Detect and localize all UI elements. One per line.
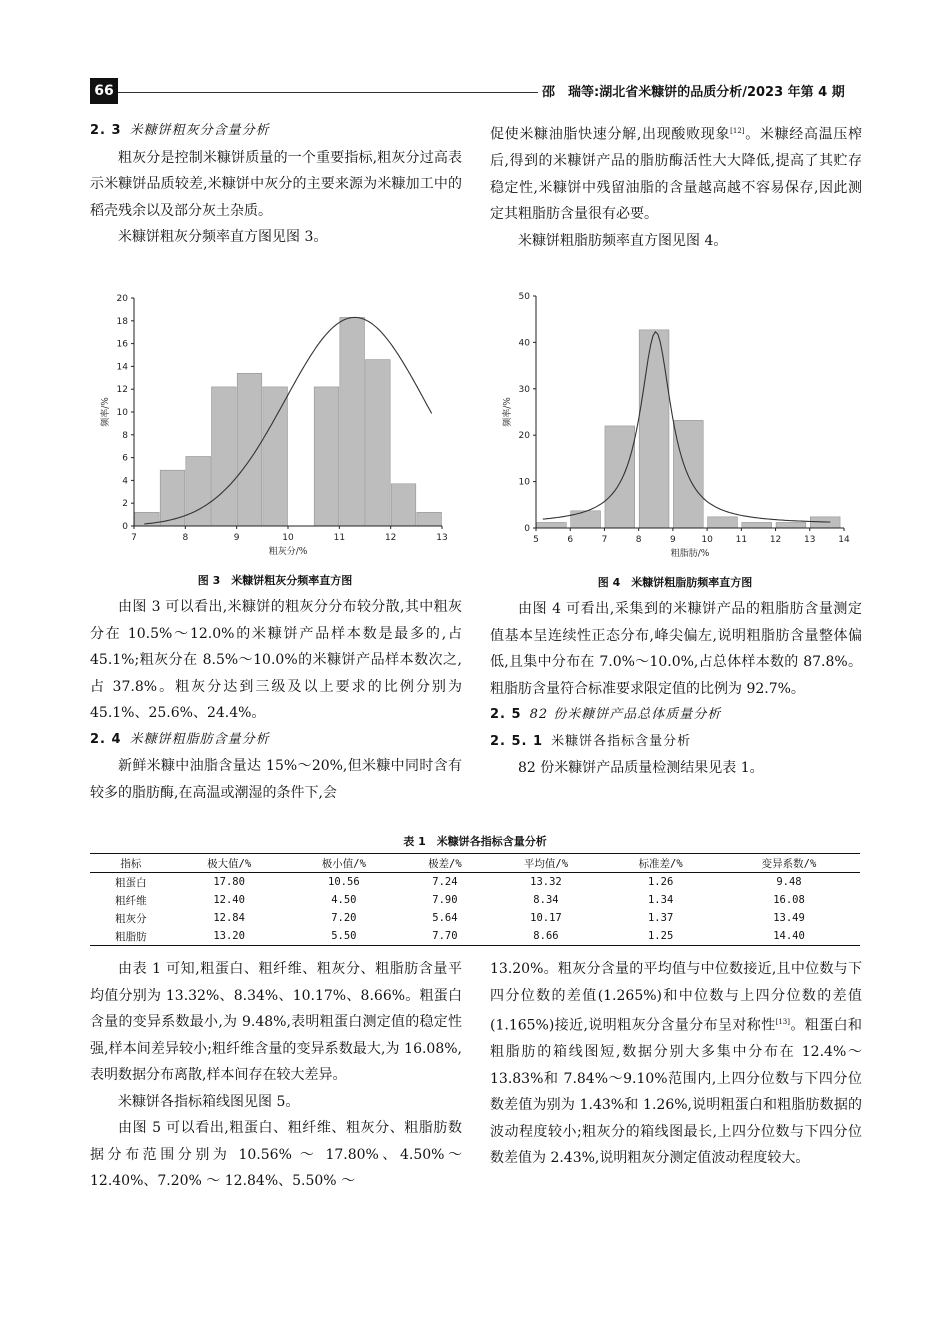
histogram-bar <box>314 387 339 526</box>
right-column-top <box>490 118 862 254</box>
histogram-bar <box>340 317 365 526</box>
table-row <box>90 909 860 927</box>
histogram-bar <box>605 426 635 528</box>
x-tick-label: 13 <box>436 533 448 543</box>
column-header: 标准差/% <box>638 857 683 870</box>
column-header: 极小值/% <box>321 857 366 870</box>
section-2-3-heading <box>90 118 462 145</box>
y-axis-label: 频率/% <box>503 397 513 427</box>
table-cell: 13.20 <box>213 930 245 942</box>
table-cell: 4.50 <box>331 894 357 906</box>
histogram-bar <box>391 484 416 526</box>
x-tick-label: 5 <box>533 535 539 545</box>
x-tick-label: 10 <box>282 533 294 543</box>
table-cell: 粗纤维 <box>115 894 147 907</box>
paragraph: 米糠饼各指标箱线图见图 5。 <box>118 1093 300 1110</box>
section-number: 2. 3 <box>90 123 122 138</box>
column-header: 极差/% <box>428 857 462 870</box>
table-cell: 12.84 <box>213 912 245 924</box>
x-tick-label: 7 <box>131 533 137 543</box>
x-tick-label: 12 <box>769 535 782 545</box>
table-cell: 粗蛋白 <box>115 876 147 889</box>
column-header: 极大值/% <box>207 857 252 870</box>
section-2-5-heading <box>490 702 862 729</box>
paragraph: 由图 5 可以看出,粗蛋白、粗纤维、粗灰分、粗脂肪数据分布范围分别为 10.56% ～ 17.80%、4.50%～ 12.40%、7.20% ～ 12.84%、5.50% ～ <box>90 1120 462 1189</box>
paragraph: 13.20%。粗灰分含量的平均值与中位数接近,且中位数与下四分位数的差值(1.265%)和中位数与上四分位数的差值(1.165%)接近,说明粗灰分含量分布呈对称性[13]。粗蛋白和粗脂肪的箱线图短,数据分别大多集中分布在 12.4%～13.83%和 7.84%～9.10%范围内,上四分位数与下四分位数差值为别为 1.43%和 1.26%,说明粗蛋白和粗脂肪数据的波动程度较小;粗灰分的箱线图最长,上四分位数与下四分位数差值为 2.43%,说明粗灰分测定值波动程度较大。 <box>490 961 862 1167</box>
left-column-mid <box>90 594 462 806</box>
histogram-bar <box>776 522 806 528</box>
column-header: 变异系数/% <box>761 857 817 870</box>
y-tick-label: 0 <box>524 524 530 534</box>
table-row <box>90 891 860 909</box>
table-cell: 10.56 <box>328 876 360 888</box>
table-cell: 7.20 <box>331 912 357 924</box>
y-tick-label: 30 <box>518 384 530 395</box>
y-tick-label: 40 <box>518 338 530 349</box>
histogram-bar <box>537 522 567 528</box>
section-title: 米糠饼粗灰分含量分析 <box>129 123 270 138</box>
table-cell: 8.34 <box>533 894 559 906</box>
header-rule <box>118 92 538 93</box>
figure-4-caption: 图 4 米糠饼粗脂肪频率直方图 <box>597 576 753 589</box>
table-cell: 12.40 <box>213 894 245 906</box>
x-tick-label: 6 <box>567 535 574 545</box>
y-tick-label: 14 <box>116 362 128 373</box>
histogram-bar <box>263 387 288 526</box>
histogram-bar <box>212 387 237 526</box>
y-tick-label: 16 <box>116 339 128 350</box>
table-cell: 5.64 <box>432 912 458 924</box>
table-cell: 13.32 <box>530 876 562 888</box>
x-axis-label: 粗灰分/% <box>268 547 308 557</box>
table-header-row <box>90 854 860 873</box>
left-column-bottom <box>90 956 462 1195</box>
y-tick-label: 20 <box>116 294 128 304</box>
right-column-mid <box>490 596 862 782</box>
histogram-bar <box>639 330 669 528</box>
y-tick-label: 0 <box>122 522 128 532</box>
table-cell: 1.25 <box>647 930 674 942</box>
table-cell: 1.26 <box>647 876 674 888</box>
section-title: 米糠饼各指标含量分析 <box>551 733 692 749</box>
x-tick-label: 10 <box>701 535 713 545</box>
x-tick-label: 13 <box>804 535 816 545</box>
y-tick-label: 10 <box>518 477 530 488</box>
y-tick-label: 10 <box>116 408 128 418</box>
paragraph: 由图 4 可看出,采集到的米糠饼产品的粗脂肪含量测定值基本呈连续性正态分布,峰尖偏左,说明粗脂肪含量整体偏低,且集中分布在 7.0%～10.0%,占总体样本数的 87.8%。粗脂肪含量符合标准要求限定值的比例为 92.7%。 <box>490 601 862 697</box>
table-1-caption: 表 1 米糠饼各指标含量分析 <box>403 835 547 848</box>
y-tick-label: 18 <box>116 316 128 327</box>
x-tick-label: 11 <box>735 535 748 545</box>
table-cell: 16.08 <box>773 894 805 906</box>
y-tick-label: 4 <box>122 476 128 487</box>
table-cell: 9.48 <box>776 876 802 888</box>
x-tick-label: 7 <box>601 535 608 545</box>
table-row <box>90 873 860 892</box>
x-tick-label: 9 <box>670 535 676 545</box>
table-cell: 粗脂肪 <box>115 930 147 943</box>
figure-4-histogram <box>490 284 860 570</box>
table-cell: 8.66 <box>533 930 559 942</box>
table-cell: 14.40 <box>773 930 805 942</box>
section-2-4-heading <box>90 727 462 754</box>
x-tick-label: 9 <box>233 533 240 543</box>
table-cell: 5.50 <box>331 930 357 942</box>
paragraph: 米糠饼粗灰分频率直方图见图 3。 <box>118 229 328 245</box>
histogram-bar <box>742 522 772 528</box>
table-cell: 7.70 <box>432 930 458 942</box>
y-tick-label: 12 <box>116 385 128 396</box>
table-row <box>90 927 860 946</box>
right-column-bottom <box>490 956 862 1172</box>
section-number: 2. 5. 1 <box>490 733 544 749</box>
histogram-bar <box>160 470 185 526</box>
section-title: 米糠饼粗脂肪含量分析 <box>129 731 270 747</box>
y-tick-label: 20 <box>518 431 530 442</box>
histogram-bar <box>673 420 703 528</box>
paragraph: 促使米糠油脂快速分解,出现酸败现象[12]。米糠经高温压榨后,得到的米糠饼产品的脂肪酶活性大大降低,提高了其贮存稳定性,米糠饼中残留油脂的含量越高越不容易保存,因此测定其粗脂肪含量很有必要。 <box>490 126 863 223</box>
running-title: 邵 瑞等:湖北省米糠饼的品质分析/2023 年第 4 期 <box>542 85 845 100</box>
paragraph: 米糠饼粗脂肪频率直方图见图 4。 <box>518 232 728 249</box>
histogram-bar <box>366 360 391 526</box>
section-title: 82 份米糠饼产品总体质量分析 <box>529 707 722 722</box>
histogram-bar <box>186 456 211 526</box>
table-cell: 10.17 <box>530 912 562 924</box>
table-cell: 13.49 <box>773 912 805 924</box>
histogram-bar <box>571 511 601 528</box>
paragraph: 粗灰分是控制米糠饼质量的一个重要指标,粗灰分过高表示米糠饼品质较差,米糠饼中灰分的主要来源为米糠加工中的稻壳残余以及部分灰土杂质。 <box>90 149 462 219</box>
table-cell: 17.80 <box>213 876 245 888</box>
x-tick-label: 12 <box>384 533 397 543</box>
paragraph: 由图 3 可以看出,米糠饼的粗灰分分布较分散,其中粗灰分在 10.5%～12.0%的米糠饼产品样本数是最多的,占 45.1%;粗灰分在 8.5%～10.0%的米糠饼产品样本数次之,占 37.8%。粗灰分达到三级及以上要求的比例分别为 45.1%、25.6%、24.4%。 <box>90 599 462 721</box>
x-tick-label: 14 <box>838 535 850 545</box>
histogram-bar <box>708 517 738 528</box>
paragraph: 新鲜米糠中油脂含量达 15%～20%,但米糠中同时含有较多的脂肪酶,在高温或潮湿的条件下,会 <box>90 758 462 801</box>
table-1 <box>90 853 860 946</box>
left-column-top <box>90 118 462 251</box>
table-cell: 7.24 <box>432 876 458 888</box>
table-cell: 1.37 <box>647 912 674 924</box>
column-header: 指标 <box>120 857 142 870</box>
x-tick-label: 11 <box>333 533 346 543</box>
histogram-bar <box>237 373 262 526</box>
y-tick-label: 50 <box>518 292 530 302</box>
x-tick-label: 8 <box>182 533 189 543</box>
reference: [12] <box>730 127 745 135</box>
reference: [13] <box>775 1018 790 1026</box>
figure-3-histogram <box>90 284 460 570</box>
paragraph: 由表 1 可知,粗蛋白、粗纤维、粗灰分、粗脂肪含量平均值分别为 13.32%、8.34%、10.17%、8.66%。粗蛋白含量的变异系数最小,为 9.48%,表明粗蛋白测定值的稳定性强,样本间差异较小;粗纤维含量的变异系数最大,为 16.08%,表明数据分布离散,样本间存在较大差异。 <box>90 961 462 1083</box>
section-number: 2. 4 <box>90 731 122 747</box>
table-cell: 1.34 <box>647 894 674 906</box>
y-tick-label: 6 <box>122 453 128 464</box>
x-tick-label: 8 <box>635 535 642 545</box>
paragraph: 82 份米糠饼产品质量检测结果见表 1。 <box>518 760 764 776</box>
x-axis-label: 粗脂肪/% <box>670 549 710 559</box>
histogram-bar <box>417 512 442 526</box>
page-number: 66 <box>90 78 118 104</box>
table-cell: 粗灰分 <box>115 912 147 925</box>
column-header: 平均值/% <box>523 857 569 870</box>
figure-3-caption: 图 3 米糠饼粗灰分频率直方图 <box>197 574 353 587</box>
y-axis-label: 频率/% <box>101 397 111 427</box>
table-cell: 7.90 <box>432 894 458 906</box>
section-number: 2. 5 <box>490 707 522 722</box>
section-2-5-1-heading <box>490 729 862 756</box>
y-tick-label: 8 <box>122 430 128 441</box>
y-tick-label: 2 <box>122 499 128 510</box>
